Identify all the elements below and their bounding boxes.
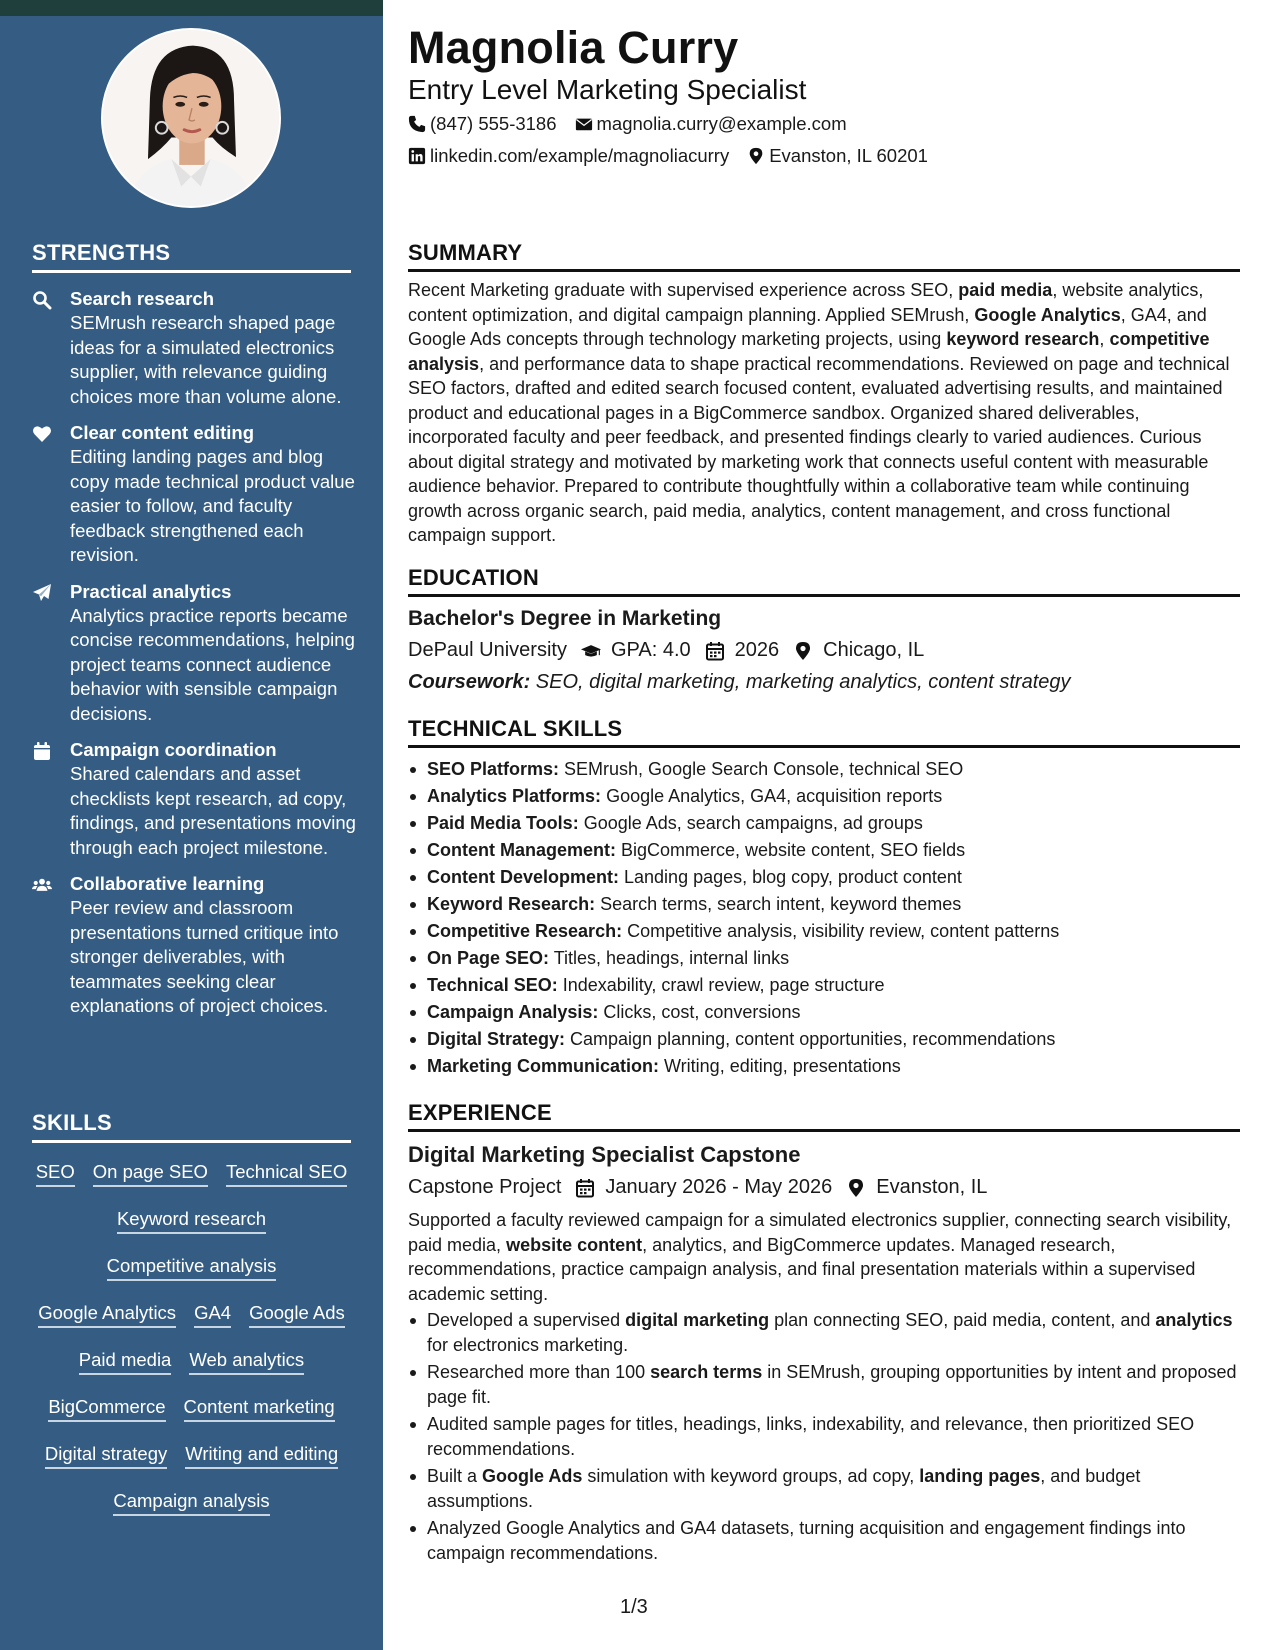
calendar-icon <box>705 641 725 661</box>
skill-tag: Google Ads <box>249 1301 345 1328</box>
education-section <box>408 565 1240 694</box>
map-pin-icon <box>793 641 813 661</box>
school-name: DePaul University <box>408 639 567 661</box>
summary-heading: SUMMARY <box>408 240 1240 272</box>
page-number: 1/3 <box>620 1596 648 1618</box>
strength-title: Clear content editing <box>70 422 254 443</box>
strength-description: Shared calendars and asset checklists kept research, ad copy, findings, and presentations moving through each project milestone. <box>70 763 356 858</box>
strength-description: Peer review and classroom presentations turned critique into stronger deliverables, with teammates seeking clear explanations of project choices. <box>70 897 339 1016</box>
experience-org: Capstone Project <box>408 1176 562 1198</box>
envelope-icon <box>575 115 593 133</box>
experience-bullet: Developed a supervised digital marketing plan connecting SEO, paid media, content, and analytics for electronics marketing. <box>408 1308 1240 1357</box>
summary-text: Recent Marketing graduate with supervised experience across SEO, paid media, website analytics, content optimization, and digital campaign planning. Applied SEMrush, Google Analytics, GA4, and Google Ads concepts through technology marketing projects, using keyword research, competitive analysis, and performance data to shape practical recommendations. Reviewed on page and technical SEO factors, drafted and edited search focused content, evaluated advertising results, and maintained product and educational pages in a BigCommerce sandbox. Organized shared deliverables, incorporated faculty and peer feedback, and presented findings clearly to varied audiences. Curious about digital strategy and motivated by marketing work that connects useful content with measurable audience behavior. Prepared to contribute thoughtfully within a collaborative team while continuing growth across organic search, paid media, analytics, content management, and cross functional campaign support. <box>408 280 1230 545</box>
heart-icon <box>32 421 70 568</box>
linkedin-text: linkedin.com/example/magnoliacurry <box>430 145 730 166</box>
experience-bullets <box>408 1308 1240 1565</box>
experience-bullet: Analyzed Google Analytics and GA4 datasets, turning acquisition and engagement findings into campaign recommendations. <box>408 1516 1240 1565</box>
graduation-year: 2026 <box>734 639 780 661</box>
technical-skill-item: On Page SEO: Titles, headings, internal links <box>408 945 1240 972</box>
skill-tags <box>32 1160 351 1516</box>
coursework-label: Coursework: <box>408 671 531 693</box>
paper-plane-icon <box>32 580 70 727</box>
technical-skill-item: Competitive Research: Competitive analysis, visibility review, content patterns <box>408 918 1240 945</box>
skill-tag: Web analytics <box>189 1348 304 1375</box>
contact-row <box>408 145 946 167</box>
sidebar <box>0 0 383 1650</box>
technical-skills-section <box>408 716 1240 1080</box>
strength-title: Practical analytics <box>70 580 232 602</box>
strength-description: Editing landing pages and blog copy made technical product value easier to follow, and faculty feedback strengthened each revision. <box>70 446 355 565</box>
strengths-list <box>32 287 362 1031</box>
school-location: Chicago, IL <box>823 639 925 661</box>
email-text: magnolia.curry@example.com <box>596 113 847 134</box>
skill-tag: Writing and editing <box>185 1442 338 1469</box>
phone-contact[interactable] <box>408 113 557 135</box>
gpa-text: GPA: 4.0 <box>610 639 691 661</box>
technical-skill-item: Content Management: BigCommerce, website content, SEO fields <box>408 837 1240 864</box>
coursework-list: SEO, digital marketing, marketing analytics, content strategy <box>530 671 1071 693</box>
strength-item <box>32 421 362 568</box>
phone-text: (847) 555-3186 <box>430 113 557 134</box>
email-contact[interactable] <box>575 113 847 135</box>
skill-tag: BigCommerce <box>48 1395 165 1422</box>
skill-tag: GA4 <box>194 1301 231 1328</box>
education-heading: EDUCATION <box>408 565 1240 597</box>
technical-skills-list <box>408 756 1240 1080</box>
skill-tag: On page SEO <box>93 1160 208 1187</box>
skills-heading: SKILLS <box>32 1110 351 1143</box>
job-title: Entry Level Marketing Specialist <box>408 74 807 105</box>
experience-location: Evanston, IL <box>876 1176 988 1198</box>
strength-title: Campaign coordination <box>70 739 277 760</box>
strength-description: Analytics practice reports became concise recommendations, helping project teams connect audience behavior with sensible campaign decisions. <box>70 604 355 724</box>
experience-role: Digital Marketing Specialist Capstone <box>408 1142 801 1167</box>
phone-icon <box>408 115 426 133</box>
skill-tag: Technical SEO <box>226 1160 347 1187</box>
calendar-icon <box>575 1178 595 1198</box>
experience-heading: EXPERIENCE <box>408 1100 1240 1132</box>
profile-photo <box>101 28 281 208</box>
skill-tag: SEO <box>36 1160 75 1187</box>
strength-item <box>32 287 362 409</box>
education-meta <box>408 639 1240 662</box>
technical-skill-item: SEO Platforms: SEMrush, Google Search Console, technical SEO <box>408 756 1240 783</box>
map-pin-icon <box>846 1178 866 1198</box>
location-text: Evanston, IL 60201 <box>769 145 928 166</box>
map-pin-icon <box>747 147 765 165</box>
strengths-heading: STRENGTHS <box>32 240 351 273</box>
experience-bullet: Built a Google Ads simulation with keyword groups, ad copy, landing pages, and budget assumptions. <box>408 1464 1240 1513</box>
technical-skill-item: Content Development: Landing pages, blog copy, product content <box>408 864 1240 891</box>
sidebar-top-bar <box>0 0 383 16</box>
technical-skill-item: Analytics Platforms: Google Analytics, GA4, acquisition reports <box>408 783 1240 810</box>
contact-row <box>408 113 865 135</box>
experience-bullet: Audited sample pages for titles, headings, links, indexability, and relevance, then prioritized SEO recommendations. <box>408 1412 1240 1461</box>
skill-tag: Content marketing <box>184 1395 335 1422</box>
skill-tag: Competitive analysis <box>107 1254 277 1281</box>
technical-skills-heading: TECHNICAL SKILLS <box>408 716 1240 748</box>
graduation-cap-icon <box>581 641 601 661</box>
technical-skill-item: Campaign Analysis: Clicks, cost, conversions <box>408 999 1240 1026</box>
portrait-illustration <box>103 30 279 206</box>
technical-skill-item: Keyword Research: Search terms, search intent, keyword themes <box>408 891 1240 918</box>
skill-tag: Google Analytics <box>38 1301 176 1328</box>
skill-tag: Keyword research <box>117 1207 266 1234</box>
technical-skill-item: Digital Strategy: Campaign planning, content opportunities, recommendations <box>408 1026 1240 1053</box>
degree-title: Bachelor's Degree in Marketing <box>408 607 722 630</box>
strength-item <box>32 738 362 860</box>
experience-description: Supported a faculty reviewed campaign for a simulated electronics supplier, connecting search visibility, paid media, website content, analytics, and BigCommerce updates. Managed research, recommendations, practice campaign analysis, and final presentation materials within a supervised academic setting. <box>408 1210 1232 1304</box>
strength-title: Search research <box>70 288 214 309</box>
search-icon <box>32 287 70 409</box>
strength-item <box>32 580 362 727</box>
candidate-name: Magnolia Curry <box>408 22 739 73</box>
skill-tag: Campaign analysis <box>113 1489 269 1516</box>
users-icon <box>32 872 70 1019</box>
linkedin-icon <box>408 147 426 165</box>
experience-meta <box>408 1176 1240 1199</box>
technical-skill-item: Technical SEO: Indexability, crawl review, page structure <box>408 972 1240 999</box>
linkedin-contact[interactable] <box>408 145 729 167</box>
experience-dates: January 2026 - May 2026 <box>605 1176 833 1198</box>
strength-item <box>32 872 362 1019</box>
technical-skill-item: Marketing Communication: Writing, editing, presentations <box>408 1053 1240 1080</box>
coursework <box>408 671 1240 694</box>
skill-tag: Paid media <box>79 1348 172 1375</box>
strength-description: SEMrush research shaped page ideas for a simulated electronics supplier, with relevance guiding choices more than volume alone. <box>70 312 342 407</box>
technical-skill-item: Paid Media Tools: Google Ads, search campaigns, ad groups <box>408 810 1240 837</box>
strength-title: Collaborative learning <box>70 873 265 894</box>
experience-bullet: Researched more than 100 search terms in SEMrush, grouping opportunities by intent and proposed page fit. <box>408 1360 1240 1409</box>
location-contact <box>747 145 928 167</box>
skill-tag: Digital strategy <box>45 1442 167 1469</box>
calendar-icon <box>32 738 70 860</box>
experience-section <box>408 1100 1240 1568</box>
summary-section <box>408 240 1240 548</box>
